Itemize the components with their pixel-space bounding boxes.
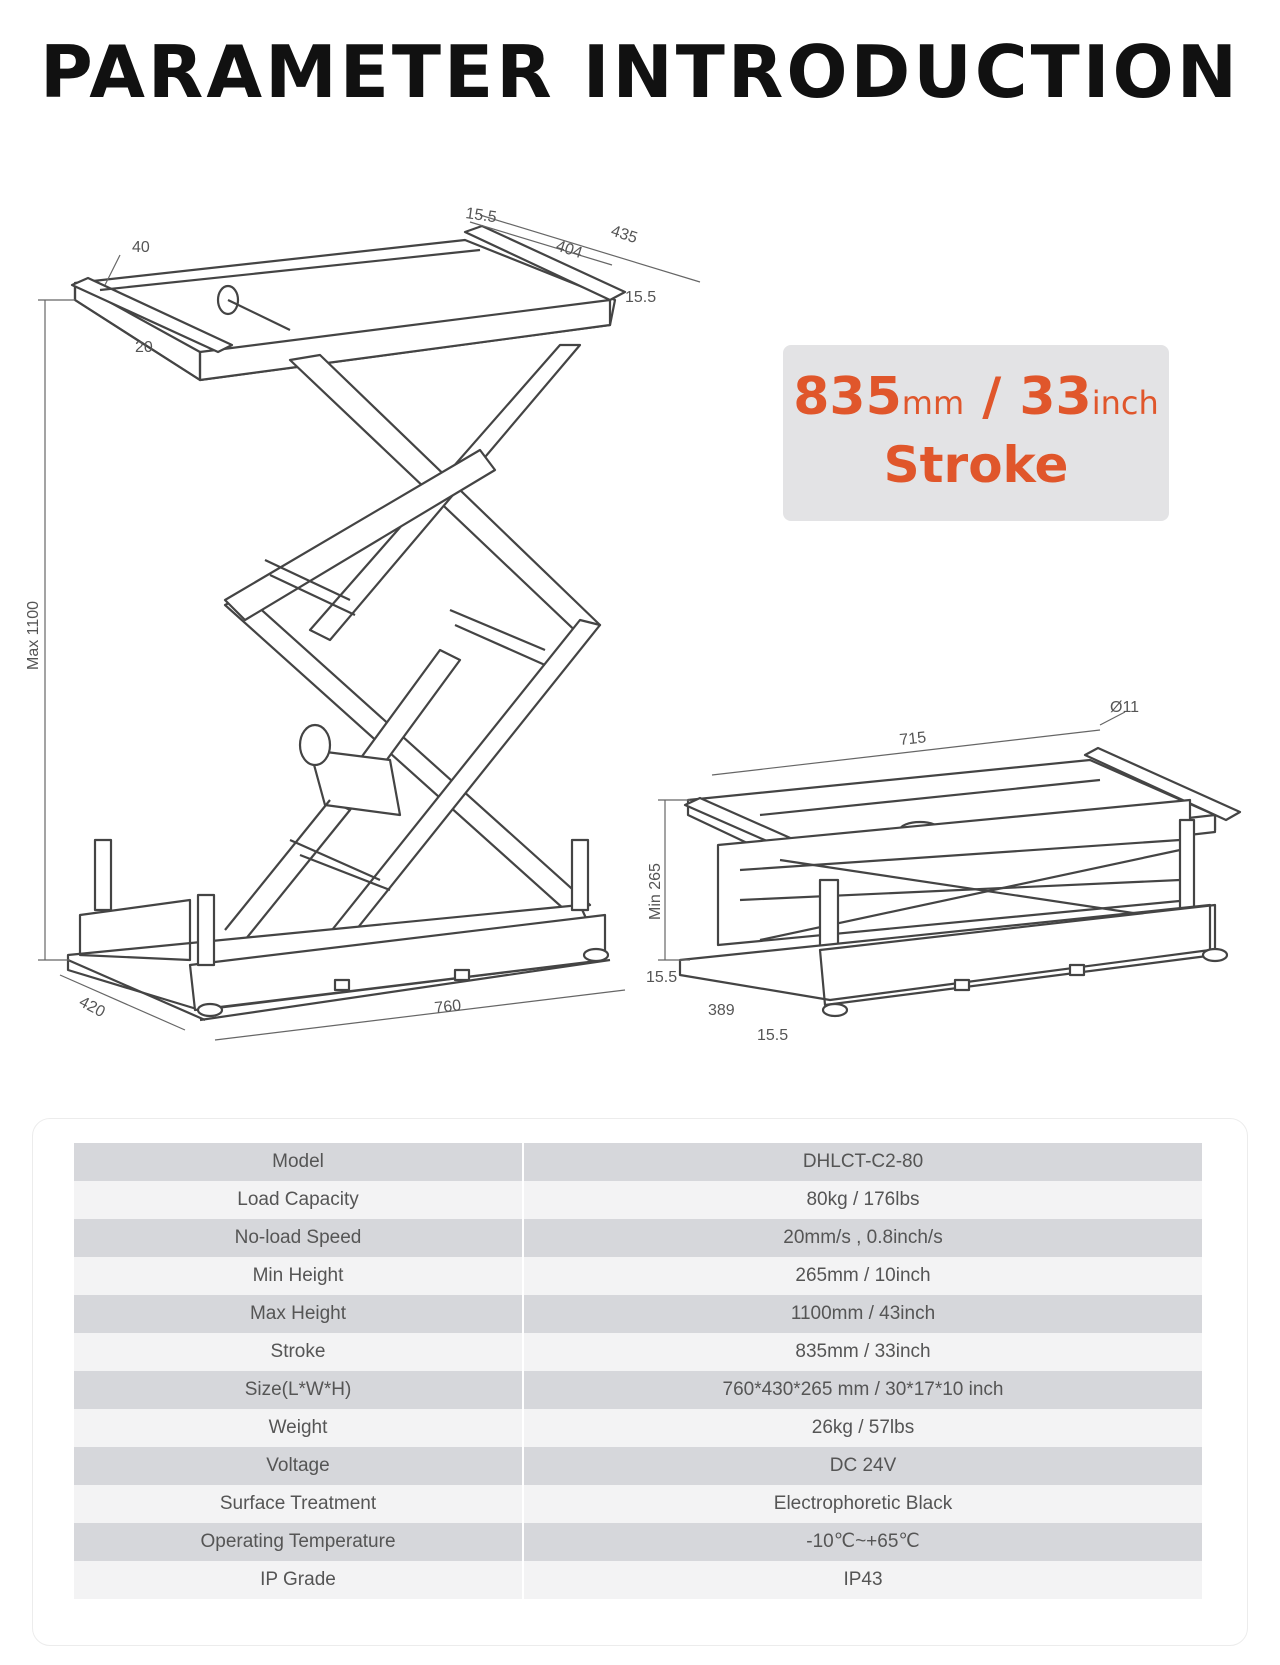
- spec-value: 26kg / 57lbs: [811, 1417, 915, 1438]
- spec-label: Voltage: [266, 1455, 330, 1476]
- spec-value: 1100mm / 43inch: [790, 1303, 936, 1324]
- stroke-inch-value: 33: [1019, 367, 1092, 427]
- spec-value: IP43: [843, 1569, 883, 1590]
- dim-389: 389: [708, 1002, 735, 1019]
- table-row: [74, 1485, 1202, 1523]
- table-row: [74, 1371, 1202, 1409]
- spec-value: 835mm / 33inch: [795, 1341, 931, 1362]
- dim-011: Ø11: [1110, 699, 1140, 716]
- spec-value: 20mm/s , 0.8inch/s: [783, 1227, 943, 1248]
- stroke-label: Stroke: [883, 436, 1069, 494]
- dim-base-760: 760: [433, 997, 462, 1017]
- spec-label: IP Grade: [260, 1569, 336, 1590]
- spec-label: Surface Treatment: [219, 1493, 377, 1514]
- table-row: [74, 1219, 1202, 1257]
- dim-715: 715: [898, 729, 927, 749]
- dim-40: 40: [132, 239, 150, 256]
- spec-label: Model: [272, 1151, 324, 1172]
- dim-min-height: Min 265: [647, 863, 664, 920]
- stroke-value: [783, 367, 1169, 433]
- stroke-mm-unit: mm: [901, 384, 965, 422]
- spec-label: Size(L*W*H): [244, 1379, 352, 1400]
- spec-value: 760*430*265 mm / 30*17*10 inch: [722, 1379, 1004, 1400]
- spec-label: No-load Speed: [234, 1227, 362, 1248]
- dim-max-height: Max 1100: [25, 600, 42, 670]
- dim-20: 20: [135, 339, 153, 356]
- dim-top-435: 435: [608, 222, 640, 248]
- spec-label: Max Height: [249, 1303, 347, 1324]
- spec-label: Weight: [268, 1417, 328, 1438]
- stroke-separator: /: [982, 367, 1002, 427]
- table-row: [74, 1409, 1202, 1447]
- table-row: [74, 1447, 1202, 1485]
- table-row: [74, 1333, 1202, 1371]
- spec-value: 80kg / 176lbs: [806, 1189, 920, 1210]
- stroke-callout: [783, 345, 1169, 521]
- dim-top-15-5-b: 15.5: [625, 289, 657, 306]
- spec-value: Electrophoretic Black: [773, 1493, 953, 1514]
- dim-small-15-5-a: 15.5: [646, 969, 678, 986]
- stroke-mm-value: 835: [793, 367, 902, 427]
- dim-base-420: 420: [76, 993, 108, 1022]
- table-row: [74, 1181, 1202, 1219]
- spec-value: DC 24V: [829, 1455, 897, 1476]
- dim-top-15-5-a: 15.5: [464, 205, 498, 227]
- dim-top-404: 404: [553, 237, 585, 263]
- spec-label: Stroke: [270, 1341, 326, 1362]
- table-row: [74, 1523, 1202, 1561]
- spec-value: 265mm / 10inch: [795, 1265, 931, 1286]
- dim-small-15-5-b: 15.5: [757, 1027, 789, 1044]
- page-title: PARAMETER INTRODUCTION: [40, 30, 1240, 114]
- stroke-inch-unit: inch: [1091, 384, 1159, 422]
- spec-label: Load Capacity: [237, 1189, 359, 1210]
- spec-label: Min Height: [252, 1265, 344, 1286]
- collapsed-lift-figure: [658, 712, 1240, 1016]
- spec-value: -10℃~+65℃: [806, 1531, 920, 1552]
- spec-label: Operating Temperature: [200, 1531, 396, 1552]
- spec-value: DHLCT-C2-80: [802, 1151, 924, 1172]
- table-row: [74, 1295, 1202, 1333]
- table-row: [74, 1257, 1202, 1295]
- spec-table: [74, 1143, 1202, 1599]
- table-row: [74, 1561, 1202, 1599]
- table-row: [74, 1143, 1202, 1181]
